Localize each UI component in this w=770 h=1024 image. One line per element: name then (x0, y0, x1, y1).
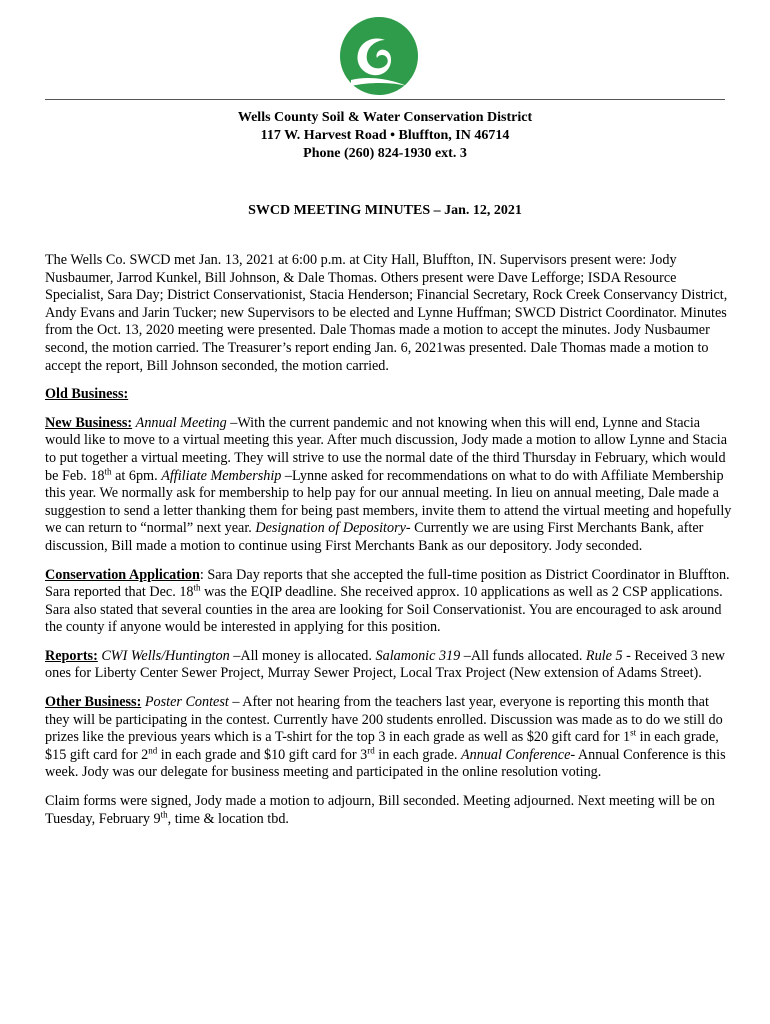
ordinal-suffix: rd (367, 745, 375, 756)
letterhead (0, 109, 770, 163)
item-affiliate-membership: Affiliate Membership (161, 467, 282, 484)
item-cwi: CWI Wells/Huntington (101, 647, 230, 664)
text-run: , time & location tbd. (167, 810, 289, 827)
text-run: was the EQIP deadline. She received approx. 10 applications as well as 2 CSP applications. Sara also stated that several counties in the area are looking for Soil Conservationist. You are encouraged to ask around the county if anyone would be interested in applying for this position. (45, 584, 723, 636)
old-business-section (45, 386, 735, 404)
item-poster-contest: Poster Contest (144, 694, 229, 711)
text-run: - Annual Conference is this week. Jody was our delegate for business meeting and participated in the online resolution voting. (45, 746, 726, 781)
org-address: 117 W. Harvest Road • Bluffton, IN 46714 (260, 128, 510, 143)
item-annual-conference: Annual Conference (460, 746, 571, 763)
text-run: in each grade, $15 gift card for 2 (45, 729, 719, 763)
text-run: in each grade and $10 gift card for 3 (157, 746, 368, 763)
conservation-heading: Conservation Application (45, 566, 200, 583)
text-run: in each grade. (374, 746, 461, 763)
item-annual-meeting: Annual Meeting (135, 414, 227, 431)
document-title: SWCD MEETING MINUTES – Jan. 12, 2021 (248, 203, 522, 218)
text-run: : Sara Day reports that she accepted the full-time position as District Coordinator in Bluffton. Sara reported that Dec. 18 (45, 566, 730, 601)
reports-heading: Reports: (45, 647, 98, 664)
ordinal-suffix: th (160, 808, 168, 819)
new-business-section (45, 415, 735, 556)
swcd-swirl-logo-icon (333, 16, 425, 96)
header-divider (45, 99, 725, 100)
item-rule-5: Rule 5 (585, 647, 623, 664)
conservation-section (45, 567, 735, 637)
org-phone: Phone (260) 824-1930 ext. 3 (303, 146, 467, 161)
text-run: Claim forms were signed, Jody made a motion to adjourn, Bill seconded. Meeting adjourned. Next meeting will be on Tuesday, February 9 (45, 793, 715, 827)
closing-paragraph (45, 793, 735, 828)
ordinal-suffix: th (193, 582, 201, 593)
minutes-body (45, 252, 735, 839)
reports-section (45, 648, 735, 683)
ordinal-suffix: th (104, 465, 112, 476)
text-run: –With the current pandemic and not knowing when this will end, Lynne and Stacia would like to move to a virtual meeting this year. After much discussion, Jody made a motion to allow Lynne and Stacia to put together a virtual meeting. They will strive to use the normal date of the third Thursday in February, which would be Feb. 18 (45, 414, 728, 484)
text-run: –All money is allocated. (229, 647, 376, 664)
other-business-heading: Other Business: (45, 694, 142, 711)
old-business-heading: Old Business: (45, 386, 129, 403)
ordinal-suffix: nd (148, 745, 158, 756)
org-name: Wells County Soil & Water Conservation District (237, 110, 533, 125)
other-business-section (45, 694, 735, 782)
ordinal-suffix: st (630, 727, 637, 738)
text-run: - Received 3 new ones for Liberty Center Sewer Project, Murray Sewer Project, Local Trax Project (New extension of Adams Street). (45, 647, 725, 682)
new-business-heading: New Business: (45, 414, 133, 431)
text-run: at 6pm. (111, 467, 162, 484)
text-run: –All funds allocated. (460, 647, 586, 664)
text-run: – After not hearing from the teachers last year, everyone is reporting this month that they will be participating in the contest. Currently have 200 students enrolled. Discussion was made as to do we still do prizes like the previous years which is a T-shirt for the top 3 in each grade as well as $20 gift card for 1 (45, 694, 723, 746)
text-run: - Currently we are using First Merchants Bank, after discussion, Bill made a motion to continue using First Merchants Bank as our depository. Jody seconded. (45, 520, 704, 554)
intro-paragraph: The Wells Co. SWCD met Jan. 13, 2021 at 6:00 p.m. at City Hall, Bluffton, IN. Supervisors present were: Jody Nusbaumer, Jarrod Kunkel, Bill Johnson, & Dale Thomas. Others present were Dave Lefforge; ISDA Resource Specialist, Sara Day; District Conservationist, Stacia Henderson; Financial Secretary, Rock Creek Conservancy District, Andy Evans and Jarin Tucker; new Supervisors to be elected and Lynne Huffman; SWCD District Coordinator. Minutes from the Oct. 13, 2020 meeting were presented. Dale Thomas made a motion to accept the minutes. Jody Nusbaumer second, the motion carried. The Treasurer’s report ending Jan. 6, 2021was presented. Dale Thomas made a motion to accept the report, Bill Johnson seconded, the motion carried. (45, 252, 728, 374)
item-salamonic: Salamonic 319 (375, 647, 461, 664)
item-designation-of-depository: Designation of Depository (255, 520, 406, 537)
text-run: –Lynne asked for recommendations on what to do with Affiliate Membership this year. We normally ask for membership to help pay for our annual meeting. In lieu on annual meeting, Dale made a suggestion to send a letter thanking them for being past members, invite them to attend the virtual meeting and hopefully we can return to “normal” next year. (45, 467, 732, 537)
